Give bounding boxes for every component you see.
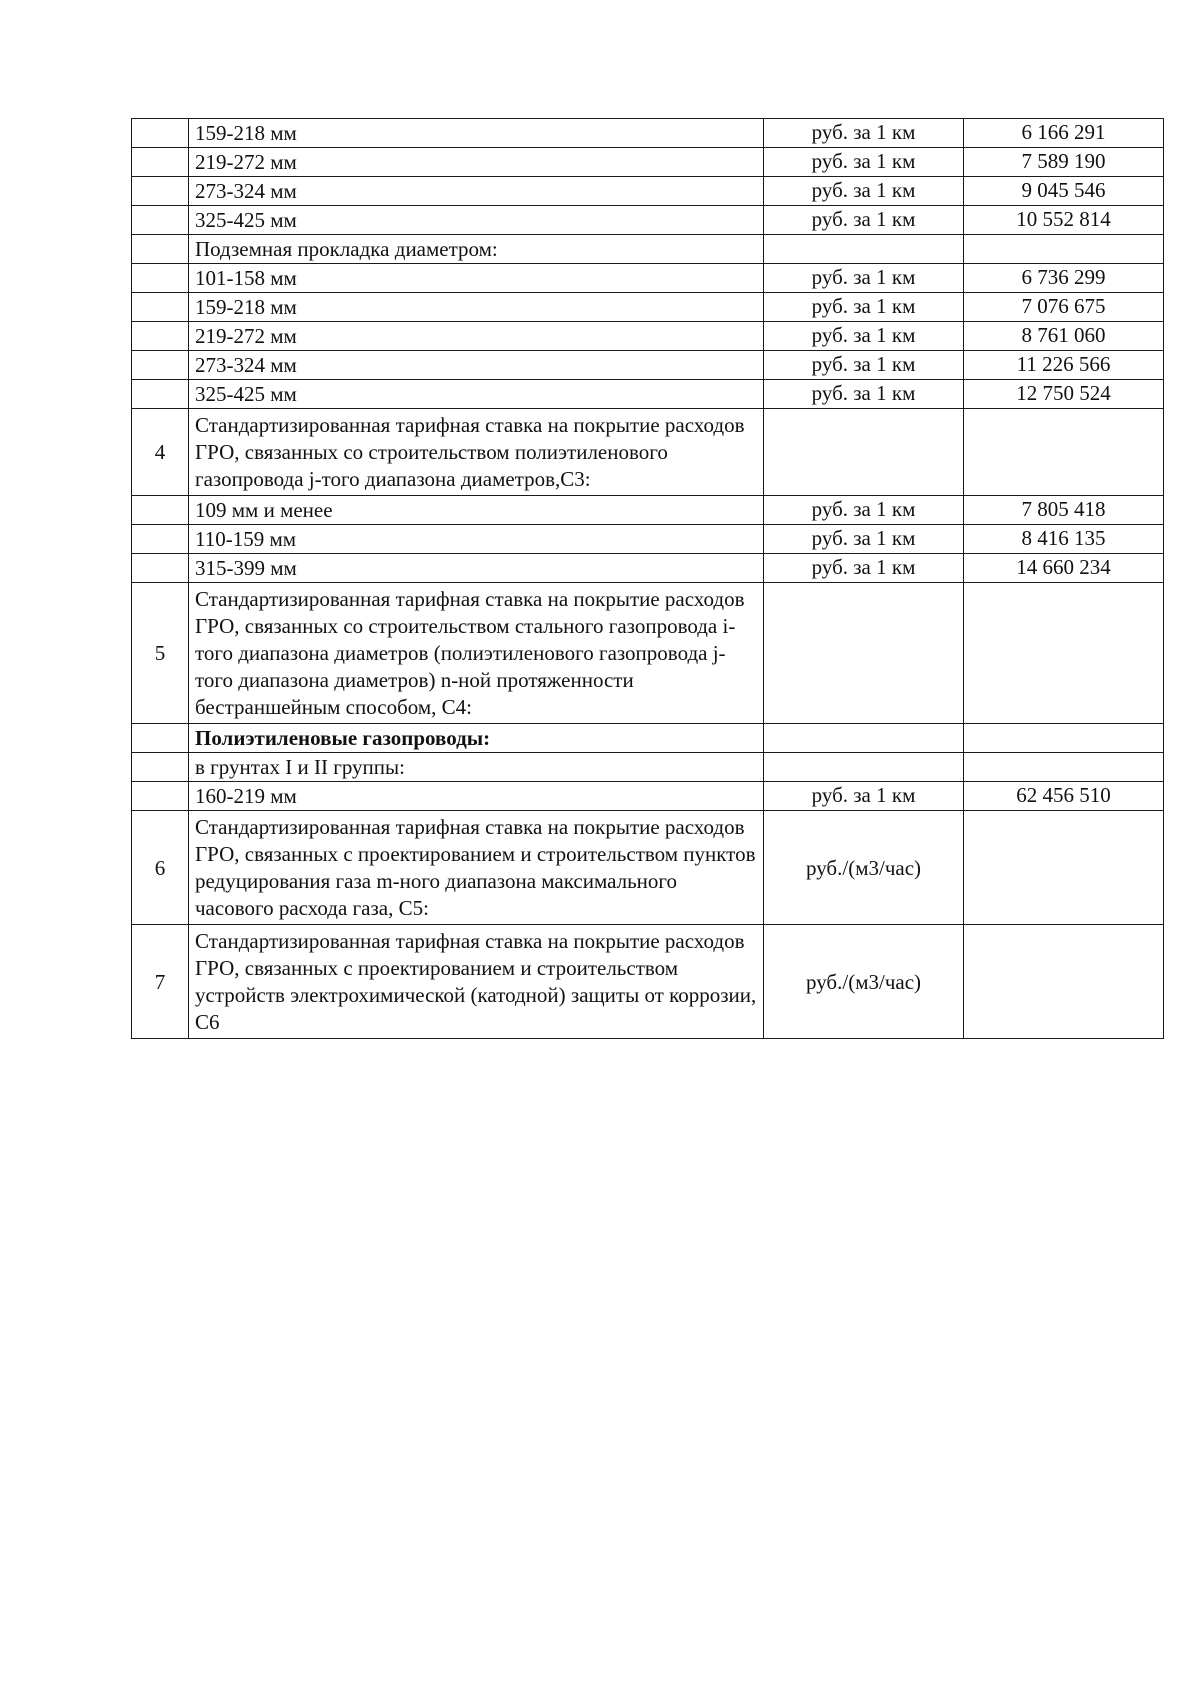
row-value: [964, 409, 1164, 496]
row-value: 7 805 418: [964, 496, 1164, 525]
row-unit: [764, 235, 964, 264]
table-row: [132, 206, 1164, 235]
row-number: 4: [132, 409, 189, 496]
table-row: [132, 351, 1164, 380]
table-row: [132, 235, 1164, 264]
table-row: [132, 724, 1164, 753]
row-number: [132, 148, 189, 177]
row-unit: руб. за 1 км: [764, 554, 964, 583]
row-label: 159-218 мм: [189, 119, 764, 148]
row-label: 101-158 мм: [189, 264, 764, 293]
row-number: [132, 782, 189, 811]
row-label: 273-324 мм: [189, 177, 764, 206]
row-unit: [764, 409, 964, 496]
row-unit: руб. за 1 км: [764, 264, 964, 293]
table-row: [132, 322, 1164, 351]
row-value: 9 045 546: [964, 177, 1164, 206]
row-unit: руб. за 1 км: [764, 293, 964, 322]
table-row: [132, 554, 1164, 583]
row-unit: руб. за 1 км: [764, 177, 964, 206]
table-row: [132, 119, 1164, 148]
row-value: 6 736 299: [964, 264, 1164, 293]
row-value: 10 552 814: [964, 206, 1164, 235]
table-row: [132, 925, 1164, 1039]
table-row: [132, 293, 1164, 322]
row-value: 8 761 060: [964, 322, 1164, 351]
row-value: 7 589 190: [964, 148, 1164, 177]
row-number: [132, 351, 189, 380]
table-row: [132, 525, 1164, 554]
row-number: [132, 264, 189, 293]
table-row: [132, 811, 1164, 925]
section-heading: Полиэтиленовые газопроводы:: [189, 724, 764, 753]
row-label: Стандартизированная тарифная ставка на покрытие расходов ГРО, связанных со строительством полиэтиленового газопровода j-того диапазона диаметров,С3:: [189, 409, 764, 496]
row-label: 219-272 мм: [189, 322, 764, 351]
row-value: 11 226 566: [964, 351, 1164, 380]
row-unit: руб. за 1 км: [764, 322, 964, 351]
row-label: 110-159 мм: [189, 525, 764, 554]
row-value: [964, 235, 1164, 264]
row-value: 14 660 234: [964, 554, 1164, 583]
row-label: Стандартизированная тарифная ставка на покрытие расходов ГРО, связанных со строительством стального газопровода i-того диапазона диаметров (полиэтиленового газопровода j-того диапазона диаметров) n-ной протяженности бестраншейным способом, С4:: [189, 583, 764, 724]
row-unit: руб./(м3/час): [764, 925, 964, 1039]
row-value: [964, 811, 1164, 925]
row-number: 6: [132, 811, 189, 925]
row-unit: руб. за 1 км: [764, 351, 964, 380]
row-label: в грунтах I и II группы:: [189, 753, 764, 782]
row-number: [132, 753, 189, 782]
tariff-table: [131, 118, 1164, 1039]
row-label: Стандартизированная тарифная ставка на покрытие расходов ГРО, связанных с проектированием и строительством пунктов редуцирования газа m-ного диапазона максимального часового расхода газа, С5:: [189, 811, 764, 925]
row-label: 109 мм и менее: [189, 496, 764, 525]
table-row: [132, 782, 1164, 811]
table-row: [132, 583, 1164, 724]
table-row: [132, 380, 1164, 409]
row-number: [132, 206, 189, 235]
row-label: 273-324 мм: [189, 351, 764, 380]
table-row: [132, 496, 1164, 525]
table-row: [132, 264, 1164, 293]
row-unit: руб. за 1 км: [764, 148, 964, 177]
row-value: 62 456 510: [964, 782, 1164, 811]
row-number: [132, 177, 189, 206]
row-number: [132, 380, 189, 409]
table-row: [132, 753, 1164, 782]
row-number: [132, 119, 189, 148]
row-number: [132, 235, 189, 264]
row-number: [132, 322, 189, 351]
row-number: 7: [132, 925, 189, 1039]
row-unit: [764, 724, 964, 753]
row-number: [132, 293, 189, 322]
row-value: 7 076 675: [964, 293, 1164, 322]
row-unit: руб. за 1 км: [764, 496, 964, 525]
row-unit: руб. за 1 км: [764, 119, 964, 148]
table-row: [132, 177, 1164, 206]
row-label: 159-218 мм: [189, 293, 764, 322]
row-label: 325-425 мм: [189, 380, 764, 409]
row-unit: [764, 753, 964, 782]
row-number: 5: [132, 583, 189, 724]
row-number: [132, 724, 189, 753]
row-label: 160-219 мм: [189, 782, 764, 811]
row-unit: руб. за 1 км: [764, 380, 964, 409]
row-unit: руб. за 1 км: [764, 206, 964, 235]
row-unit: [764, 583, 964, 724]
row-number: [132, 554, 189, 583]
row-label: Подземная прокладка диаметром:: [189, 235, 764, 264]
row-label: 315-399 мм: [189, 554, 764, 583]
row-number: [132, 496, 189, 525]
row-unit: руб. за 1 км: [764, 525, 964, 554]
row-value: [964, 724, 1164, 753]
table-row: [132, 409, 1164, 496]
row-label: 325-425 мм: [189, 206, 764, 235]
row-label: 219-272 мм: [189, 148, 764, 177]
row-value: [964, 925, 1164, 1039]
row-number: [132, 525, 189, 554]
table-row: [132, 148, 1164, 177]
row-value: 8 416 135: [964, 525, 1164, 554]
row-unit: руб. за 1 км: [764, 782, 964, 811]
row-unit: руб./(м3/час): [764, 811, 964, 925]
row-value: [964, 583, 1164, 724]
row-label: Стандартизированная тарифная ставка на покрытие расходов ГРО, связанных с проектированием и строительством устройств электрохимической (катодной) защиты от коррозии, С6: [189, 925, 764, 1039]
row-value: 6 166 291: [964, 119, 1164, 148]
row-value: 12 750 524: [964, 380, 1164, 409]
row-value: [964, 753, 1164, 782]
